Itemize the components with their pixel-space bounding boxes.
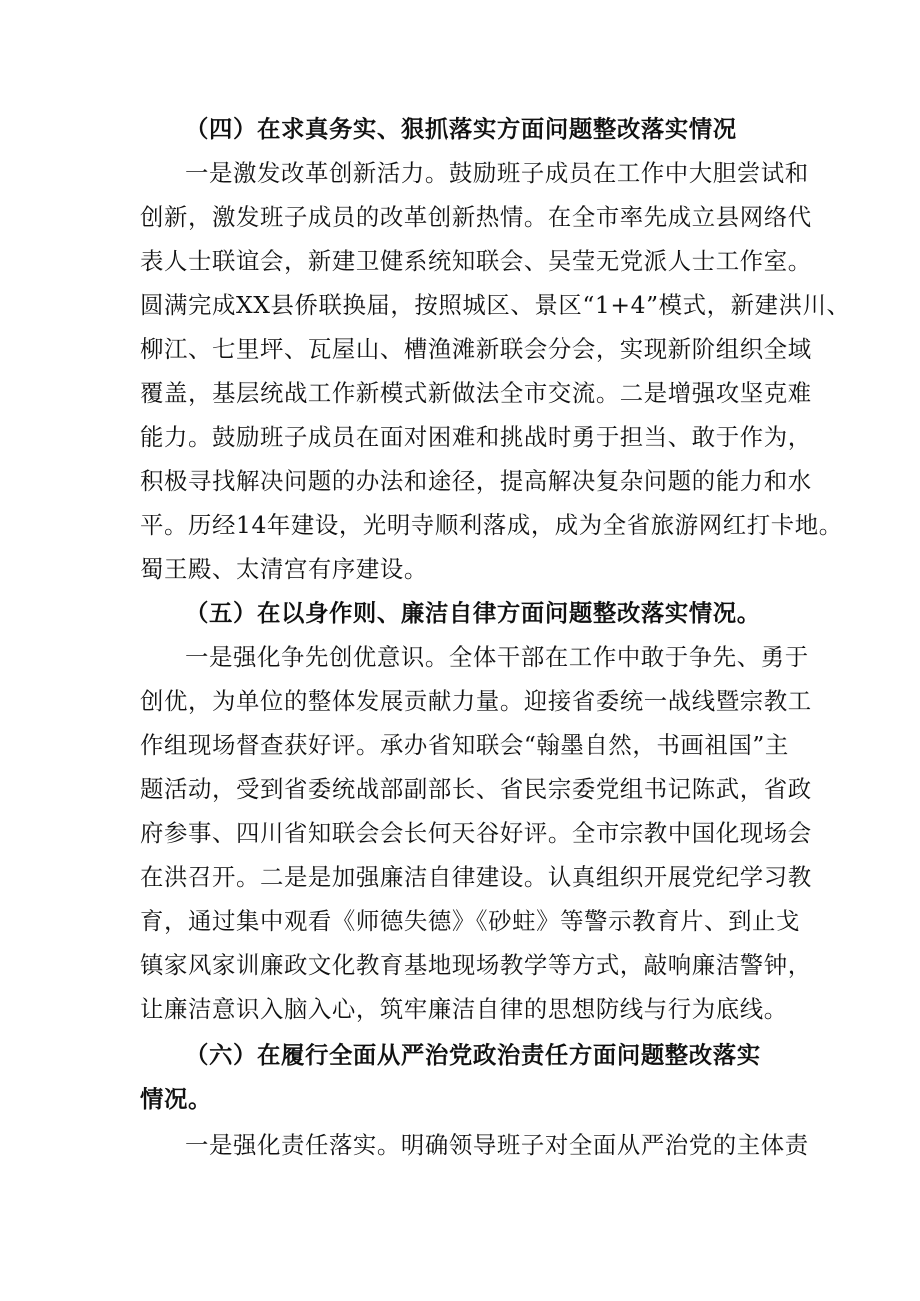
paragraph-line: 一是强化责任落实。明确领导班子对全面从严治党的主体责 <box>185 1131 809 1159</box>
paragraph-line: 圆满完成XX县侨联换届，按照城区、景区“1+4”模式，新建洪川、 <box>140 291 851 319</box>
paragraph-line: 一是强化争先创优意识。全体干部在工作中敢于争先、勇于 <box>185 643 809 671</box>
paragraph-line: 在洪召开。二是是加强廉洁自律建设。认真组织开展党纪学习教 <box>140 863 812 891</box>
paragraph-line: 镇家风家训廉政文化教育基地现场教学等方式，敲响廉洁警钟， <box>140 951 812 979</box>
paragraph-line: 作组现场督查获好评。承办省知联会“翰墨自然，书画祖国”主 <box>140 731 789 759</box>
paragraph-line: 能力。鼓励班子成员在面对困难和挑战时勇于担当、敢于作为， <box>140 423 812 451</box>
paragraph-line: 蜀王殿、太清宫有序建设。 <box>140 555 428 583</box>
paragraph-line: 覆盖，基层统战工作新模式新做法全市交流。二是增强攻坚克难 <box>140 379 812 407</box>
section-heading-four: （四）在求真务实、狠抓落实方面问题整改落实情况 <box>185 115 737 143</box>
section-heading-six: （六）在履行全面从严治党政治责任方面问题整改落实 <box>185 1041 761 1069</box>
paragraph-line: 积极寻找解决问题的办法和途径，提高解决复杂问题的能力和水 <box>140 467 812 495</box>
paragraph-line: 创优，为单位的整体发展贡献力量。迎接省委统一战线暨宗教工 <box>140 687 812 715</box>
paragraph-line: 创新，激发班子成员的改革创新热情。在全市率先成立县网络代 <box>140 203 812 231</box>
section-heading-six-continued: 情况。 <box>140 1085 212 1113</box>
paragraph-line: 平。历经14年建设，光明寺顺利落成，成为全省旅游网红打卡地。 <box>140 511 843 539</box>
paragraph-line: 让廉洁意识入脑入心，筑牢廉洁自律的思想防线与行为底线。 <box>140 995 788 1023</box>
paragraph-line: 育，通过集中观看《师德失德》《砂蛀》等警示教育片、到止戈 <box>140 907 801 935</box>
section-heading-five: （五）在以身作则、廉洁自律方面问题整改落实情况。 <box>185 599 761 627</box>
paragraph-line: 表人士联谊会，新建卫健系统知联会、吴莹无党派人士工作室。 <box>140 247 812 275</box>
paragraph-line: 府参事、四川省知联会会长何天谷好评。全市宗教中国化现场会 <box>140 819 812 847</box>
paragraph-line: 柳江、七里坪、瓦屋山、槽渔滩新联会分会，实现新阶组织全域 <box>140 335 812 363</box>
paragraph-line: 题活动，受到省委统战部副部长、省民宗委党组书记陈武，省政 <box>140 775 812 803</box>
paragraph-line: 一是激发改革创新活力。鼓励班子成员在工作中大胆尝试和 <box>185 159 809 187</box>
